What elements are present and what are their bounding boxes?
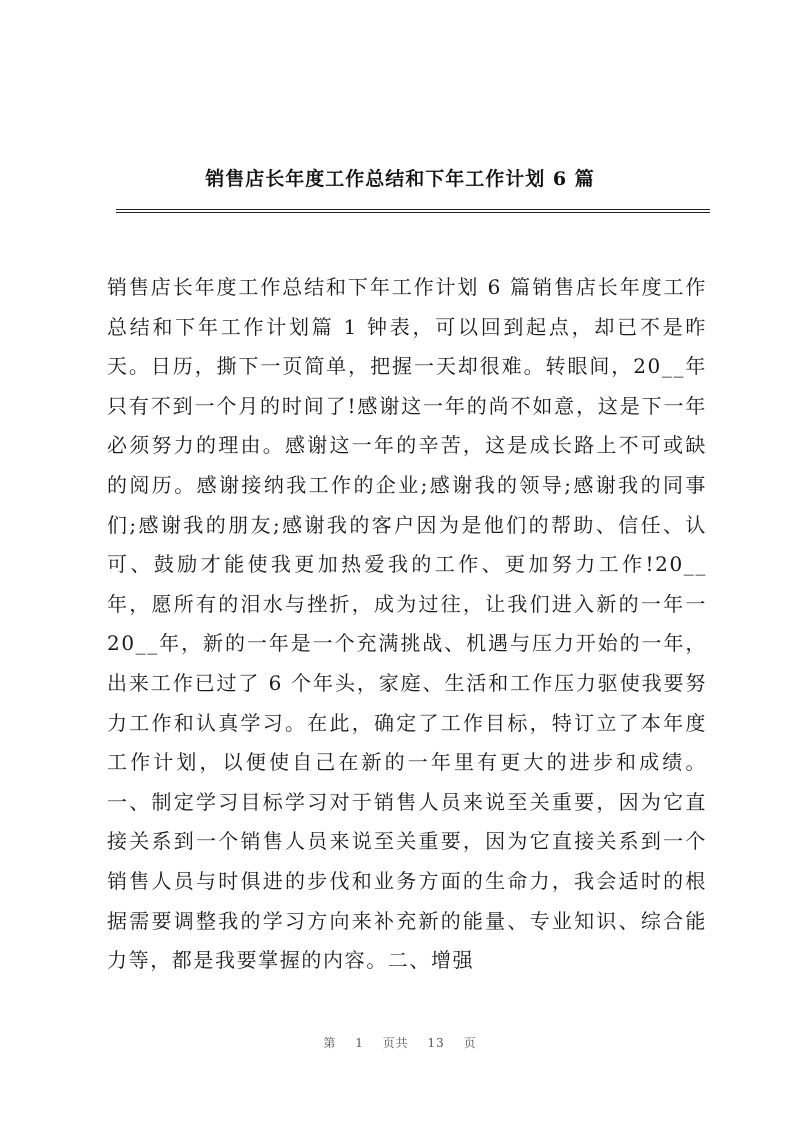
footer-total-pages: 13 bbox=[427, 1036, 445, 1050]
page-footer bbox=[0, 1034, 800, 1051]
footer-suffix: 页 bbox=[463, 1036, 477, 1050]
footer-prefix: 第 bbox=[323, 1036, 337, 1050]
footer-middle: 页共 bbox=[382, 1036, 409, 1050]
footer-current-page: 1 bbox=[355, 1036, 364, 1050]
title-divider bbox=[116, 209, 710, 213]
document-body: 销售店长年度工作总结和下年工作计划 6 篇销售店长年度工作总结和下年工作计划篇 1 钟表，可以回到起点，却已不是昨天。日历，撕下一页简单，把握一天却很难。转眼间，20__年只有不到一个月的时间了!感谢这一年的尚不如意，这是下一年必须努力的理由。感谢这一年的辛苦，这是成长路上不可或缺的阅历。感谢接纳我工作的企业;感谢我的领导;感谢我的同事们;感谢我的朋友;感谢我的客户因为是他们的帮助、信任、认可、鼓励才能使我更加热爱我的工作、更加努力工作!20__年，愿所有的泪水与挫折，成为过往，让我们进入新的一年一 20__年，新的一年是一个充满挑战、机遇与压力开始的一年，出来工作已过了 6 个年头，家庭、生活和工作压力驱使我要努力工作和认真学习。在此，确定了工作目标，特订立了本年度工作计划，以便使自己在新的一年里有更大的进步和成绩。一、制定学习目标学习对于销售人员来说至关重要，因为它直接关系到一个销售人员来说至关重要，因为它直接关系到一个销售人员与时俱进的步伐和业务方面的生命力，我会适时的根据需要调整我的学习方向来补充新的能量、专业知识、综合能力等，都是我要掌握的内容。二、增强 bbox=[107, 275, 707, 973]
document-title: 销售店长年度工作总结和下年工作计划 6 篇 bbox=[205, 168, 595, 190]
